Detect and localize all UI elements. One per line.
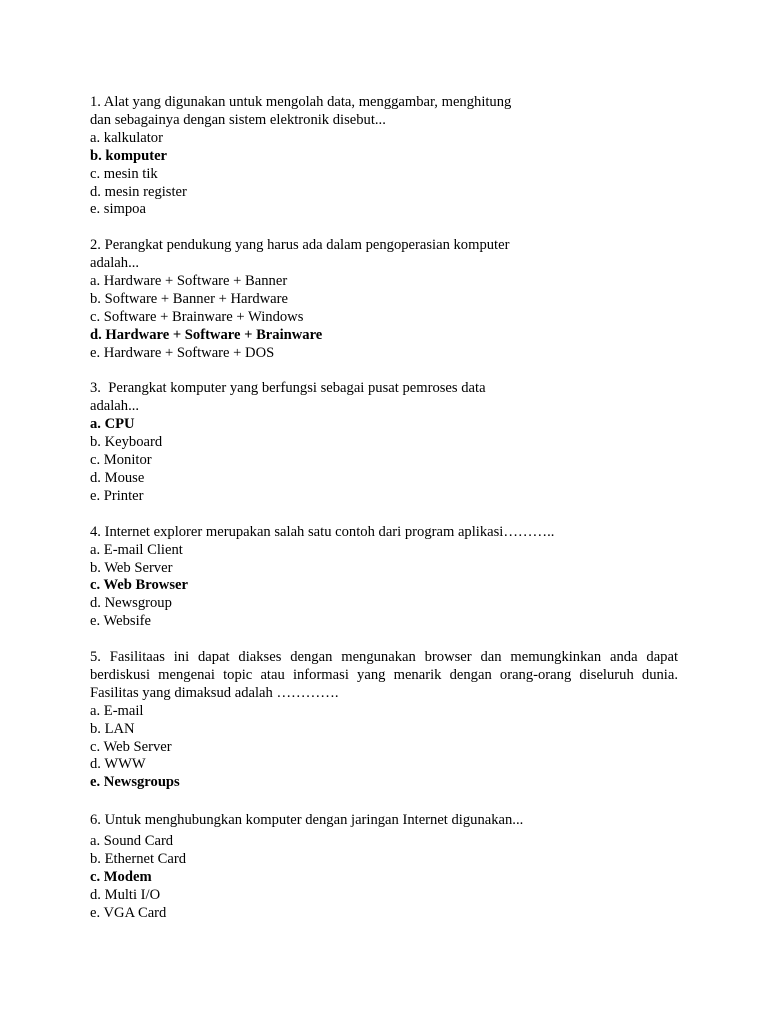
question-6-option-a: a. Sound Card (90, 833, 174, 850)
question-4-option-a: a. E-mail Client (90, 541, 183, 558)
question-1 (90, 94, 678, 219)
question-3-option-a-answer: a. CPU (90, 416, 135, 433)
question-2-option-b: b. Software + Banner + Hardware (90, 290, 288, 307)
question-2-option-d-answer: d. Hardware + Software + Brainware (90, 326, 323, 343)
question-2-line-1: 2. Perangkat pendukung yang harus ada dalam pengoperasian komputer (90, 237, 510, 254)
question-5 (90, 649, 678, 792)
question-1-line-1: 1. Alat yang digunakan untuk mengolah data, menggambar, menghitung (90, 94, 512, 110)
question-6 (90, 812, 678, 922)
question-1-option-e: e. simpoa (90, 201, 146, 218)
question-3-text (90, 380, 678, 416)
question-3-line-2: adalah... (90, 398, 140, 415)
document-page (90, 94, 678, 923)
question-6-text (90, 812, 678, 830)
question-1-option-b-answer: b. komputer (90, 147, 168, 164)
question-3-option-d: d. Mouse (90, 470, 145, 486)
question-4-option-e: e. Websife (90, 613, 151, 630)
question-4-option-b: b. Web Server (90, 559, 173, 576)
question-2-option-a: a. Hardware + Software + Banner (90, 273, 288, 290)
question-4-text (90, 524, 678, 542)
question-2-option-e: e. Hardware + Software + DOS (90, 344, 275, 361)
question-2-option-c: c. Software + Brainware + Windows (90, 308, 304, 325)
question-6-option-e: e. VGA Card (90, 904, 167, 921)
question-1-option-d: d. mesin register (90, 183, 187, 200)
question-5-option-b: b. LAN (90, 720, 135, 737)
question-1-option-c: c. mesin tik (90, 165, 158, 182)
question-5-option-a: a. E-mail (90, 702, 144, 719)
question-1-text (90, 94, 678, 130)
question-3 (90, 380, 678, 505)
question-5-option-d: d. WWW (90, 756, 146, 773)
question-3-line-1: 3. Perangkat komputer yang berfungsi sebagai pusat pemroses data (90, 380, 486, 397)
question-4-option-d: d. Newsgroup (90, 595, 172, 612)
question-2-text (90, 237, 678, 273)
question-3-option-c: c. Monitor (90, 452, 152, 469)
question-4 (90, 524, 678, 631)
question-1-option-a: a. kalkulator (90, 129, 163, 146)
question-2-line-2: adalah... (90, 255, 140, 272)
question-6-options (90, 833, 678, 923)
question-5-option-c: c. Web Server (90, 738, 172, 755)
question-4-option-c-answer: c. Web Browser (90, 577, 188, 594)
question-6-option-d: d. Multi I/O (90, 886, 161, 903)
question-3-options (90, 416, 678, 506)
question-3-option-b: b. Keyboard (90, 434, 163, 451)
question-1-line-2: dan sebagainya dengan sistem elektronik disebut... (90, 111, 386, 128)
question-2-options (90, 273, 678, 363)
question-4-options (90, 542, 678, 632)
question-6-option-b: b. Ethernet Card (90, 851, 187, 868)
question-5-text: 5. Fasilitaas ini dapat diakses dengan mengunakan browser dan memungkinkan anda dapat berdiskusi mengenai topic atau informasi yang menarik dengan orang-orang diseluruh dunia. Fasilitas yang dimaksud adalah …………. (90, 649, 678, 701)
question-6-option-c-answer: c. Modem (90, 869, 152, 885)
question-3-option-e: e. Printer (90, 487, 144, 504)
question-5-options (90, 703, 678, 793)
question-2 (90, 237, 678, 362)
question-4-line-1: 4. Internet explorer merupakan salah satu contoh dari program aplikasi……….. (90, 523, 555, 540)
question-1-options (90, 130, 678, 220)
question-5-option-e-answer: e. Newsgroups (90, 774, 180, 791)
question-6-line-1: 6. Untuk menghubungkan komputer dengan jaringan Internet digunakan... (90, 812, 524, 829)
